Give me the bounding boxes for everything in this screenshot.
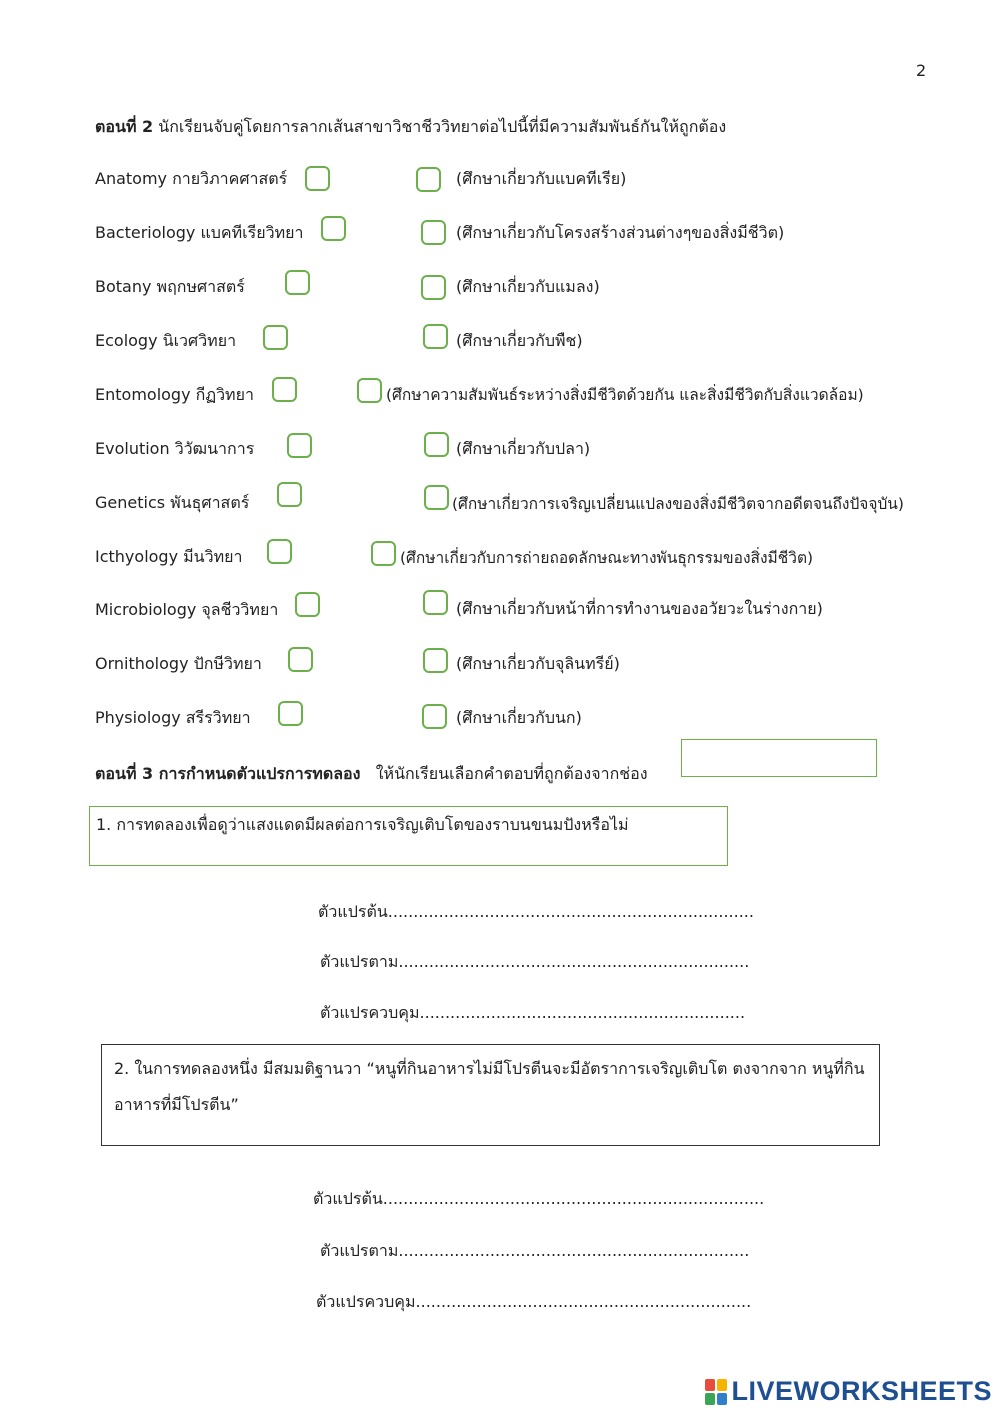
definition-2: (ศึกษาเกี่ยวกับโครงสร้างส่วนต่างๆของสิ่งมีชีวิต) xyxy=(456,223,785,242)
term-ornithology: Ornithology ปักษีวิทยา xyxy=(95,654,262,673)
q2-independent-variable[interactable]: ตัวแปรต้น........................................................................... xyxy=(313,1189,765,1208)
question-2-box xyxy=(101,1044,880,1146)
match-box-left-entomology[interactable] xyxy=(272,377,297,402)
definition-1: (ศึกษาเกี่ยวกับแบคทีเรีย) xyxy=(456,169,627,188)
liveworksheets-logo xyxy=(705,1376,992,1407)
q1-controlled-variable[interactable]: ตัวแปรควบคุม................................................................ xyxy=(320,1003,746,1022)
definition-7: (ศึกษาเกี่ยวการเจริญเปลี่ยนแปลงของสิ่งมีชีวิตจากอดีตจนถึงปัจจุบัน) xyxy=(452,495,904,513)
match-box-left-microbiology[interactable] xyxy=(295,592,320,617)
liveworksheets-logo-text: LIVEWORKSHEETS xyxy=(731,1376,992,1406)
term-entomology: Entomology กีฏวิทยา xyxy=(95,385,254,404)
match-box-right-9[interactable] xyxy=(423,590,448,615)
part2-label: ตอนที่ 2 xyxy=(95,117,154,136)
definition-9: (ศึกษาเกี่ยวกับหน้าที่การทำงานของอวัยวะในร่างกาย) xyxy=(456,599,823,618)
definition-8: (ศึกษาเกี่ยวกับการถ่ายถอดลักษณะทางพันธุกรรมของสิ่งมีชีวิต) xyxy=(400,549,814,567)
question-1-box xyxy=(89,806,728,866)
answer-choice-box[interactable] xyxy=(681,739,877,777)
definition-5: (ศึกษาความสัมพันธ์ระหว่างสิ่งมีชีวิตด้วยกัน และสิ่งมีชีวิตกับสิ่งแวดล้อม) xyxy=(386,386,864,404)
term-genetics: Genetics พันธุศาสตร์ xyxy=(95,493,250,512)
definition-6: (ศึกษาเกี่ยวกับปลา) xyxy=(456,439,591,458)
part3-heading xyxy=(95,762,648,787)
match-box-right-11[interactable] xyxy=(422,704,447,729)
q1-dependent-variable[interactable]: ตัวแปรตาม..................................................................... xyxy=(320,952,750,971)
match-box-left-ecology[interactable] xyxy=(263,325,288,350)
term-microbiology: Microbiology จุลชีววิทยา xyxy=(95,600,279,619)
term-evolution: Evolution วิวัฒนาการ xyxy=(95,439,255,458)
definition-11: (ศึกษาเกี่ยวกับนก) xyxy=(456,708,582,727)
part3-instruction: ให้นักเรียนเลือกคำตอบที่ถูกต้องจากช่อง xyxy=(375,764,648,783)
match-box-right-6[interactable] xyxy=(424,432,449,457)
match-box-right-7[interactable] xyxy=(424,485,449,510)
match-box-left-icthyology[interactable] xyxy=(267,539,292,564)
match-box-right-1[interactable] xyxy=(416,167,441,192)
match-box-left-bacteriology[interactable] xyxy=(321,216,346,241)
term-icthyology: Icthyology มีนวิทยา xyxy=(95,547,243,566)
match-box-left-physiology[interactable] xyxy=(278,701,303,726)
match-box-right-10[interactable] xyxy=(423,648,448,673)
match-box-left-botany[interactable] xyxy=(285,270,310,295)
match-box-left-ornithology[interactable] xyxy=(288,647,313,672)
page-number: 2 xyxy=(916,61,927,80)
match-box-right-2[interactable] xyxy=(421,220,446,245)
definition-3: (ศึกษาเกี่ยวกับแมลง) xyxy=(456,277,600,296)
q1-independent-variable[interactable]: ตัวแปรต้น........................................................................ xyxy=(318,902,754,921)
term-botany: Botany พฤกษศาสตร์ xyxy=(95,277,245,296)
match-box-left-evolution[interactable] xyxy=(287,433,312,458)
term-ecology: Ecology นิเวศวิทยา xyxy=(95,331,237,350)
term-anatomy: Anatomy กายวิภาคศาสตร์ xyxy=(95,169,288,188)
q2-dependent-variable[interactable]: ตัวแปรตาม..................................................................... xyxy=(320,1241,750,1260)
definition-4: (ศึกษาเกี่ยวกับพืช) xyxy=(456,331,583,350)
match-box-right-8[interactable] xyxy=(371,541,396,566)
question-1-text: 1. การทดลองเพื่อดูว่าแสงแดดมีผลต่อการเจริญเติบโตของราบนขนมปังหรือไม่ xyxy=(96,815,629,834)
match-box-left-anatomy[interactable] xyxy=(305,166,330,191)
definition-10: (ศึกษาเกี่ยวกับจุลินทรีย์) xyxy=(456,654,620,673)
part2-instruction: นักเรียนจับคู่โดยการลากเส้นสาขาวิชาชีววิทยาต่อไปนี้ที่มีความสัมพันธ์กันให้ถูกต้อง xyxy=(158,117,727,136)
q2-controlled-variable[interactable]: ตัวแปรควบคุม.................................................................. xyxy=(316,1292,752,1311)
match-box-left-genetics[interactable] xyxy=(277,482,302,507)
match-box-right-4[interactable] xyxy=(423,324,448,349)
match-box-right-5[interactable] xyxy=(357,378,382,403)
part2-heading xyxy=(95,115,726,140)
liveworksheets-logo-icon xyxy=(705,1379,727,1405)
question-2-text: 2. ในการทดลองหนึ่ง มีสมมติฐานวา “หนูที่กินอาหารไม่มีโปรตีนจะมีอัตราการเจริญเติบโต ตงจากจาก หนูที่กินอาหารที่มีโปรตีน” xyxy=(114,1059,865,1114)
match-box-right-3[interactable] xyxy=(421,275,446,300)
term-bacteriology: Bacteriology แบคทีเรียวิทยา xyxy=(95,223,304,242)
part3-label: ตอนที่ 3 การกำหนดตัวแปรการทดลอง xyxy=(95,764,361,783)
term-physiology: Physiology สรีรวิทยา xyxy=(95,708,251,727)
